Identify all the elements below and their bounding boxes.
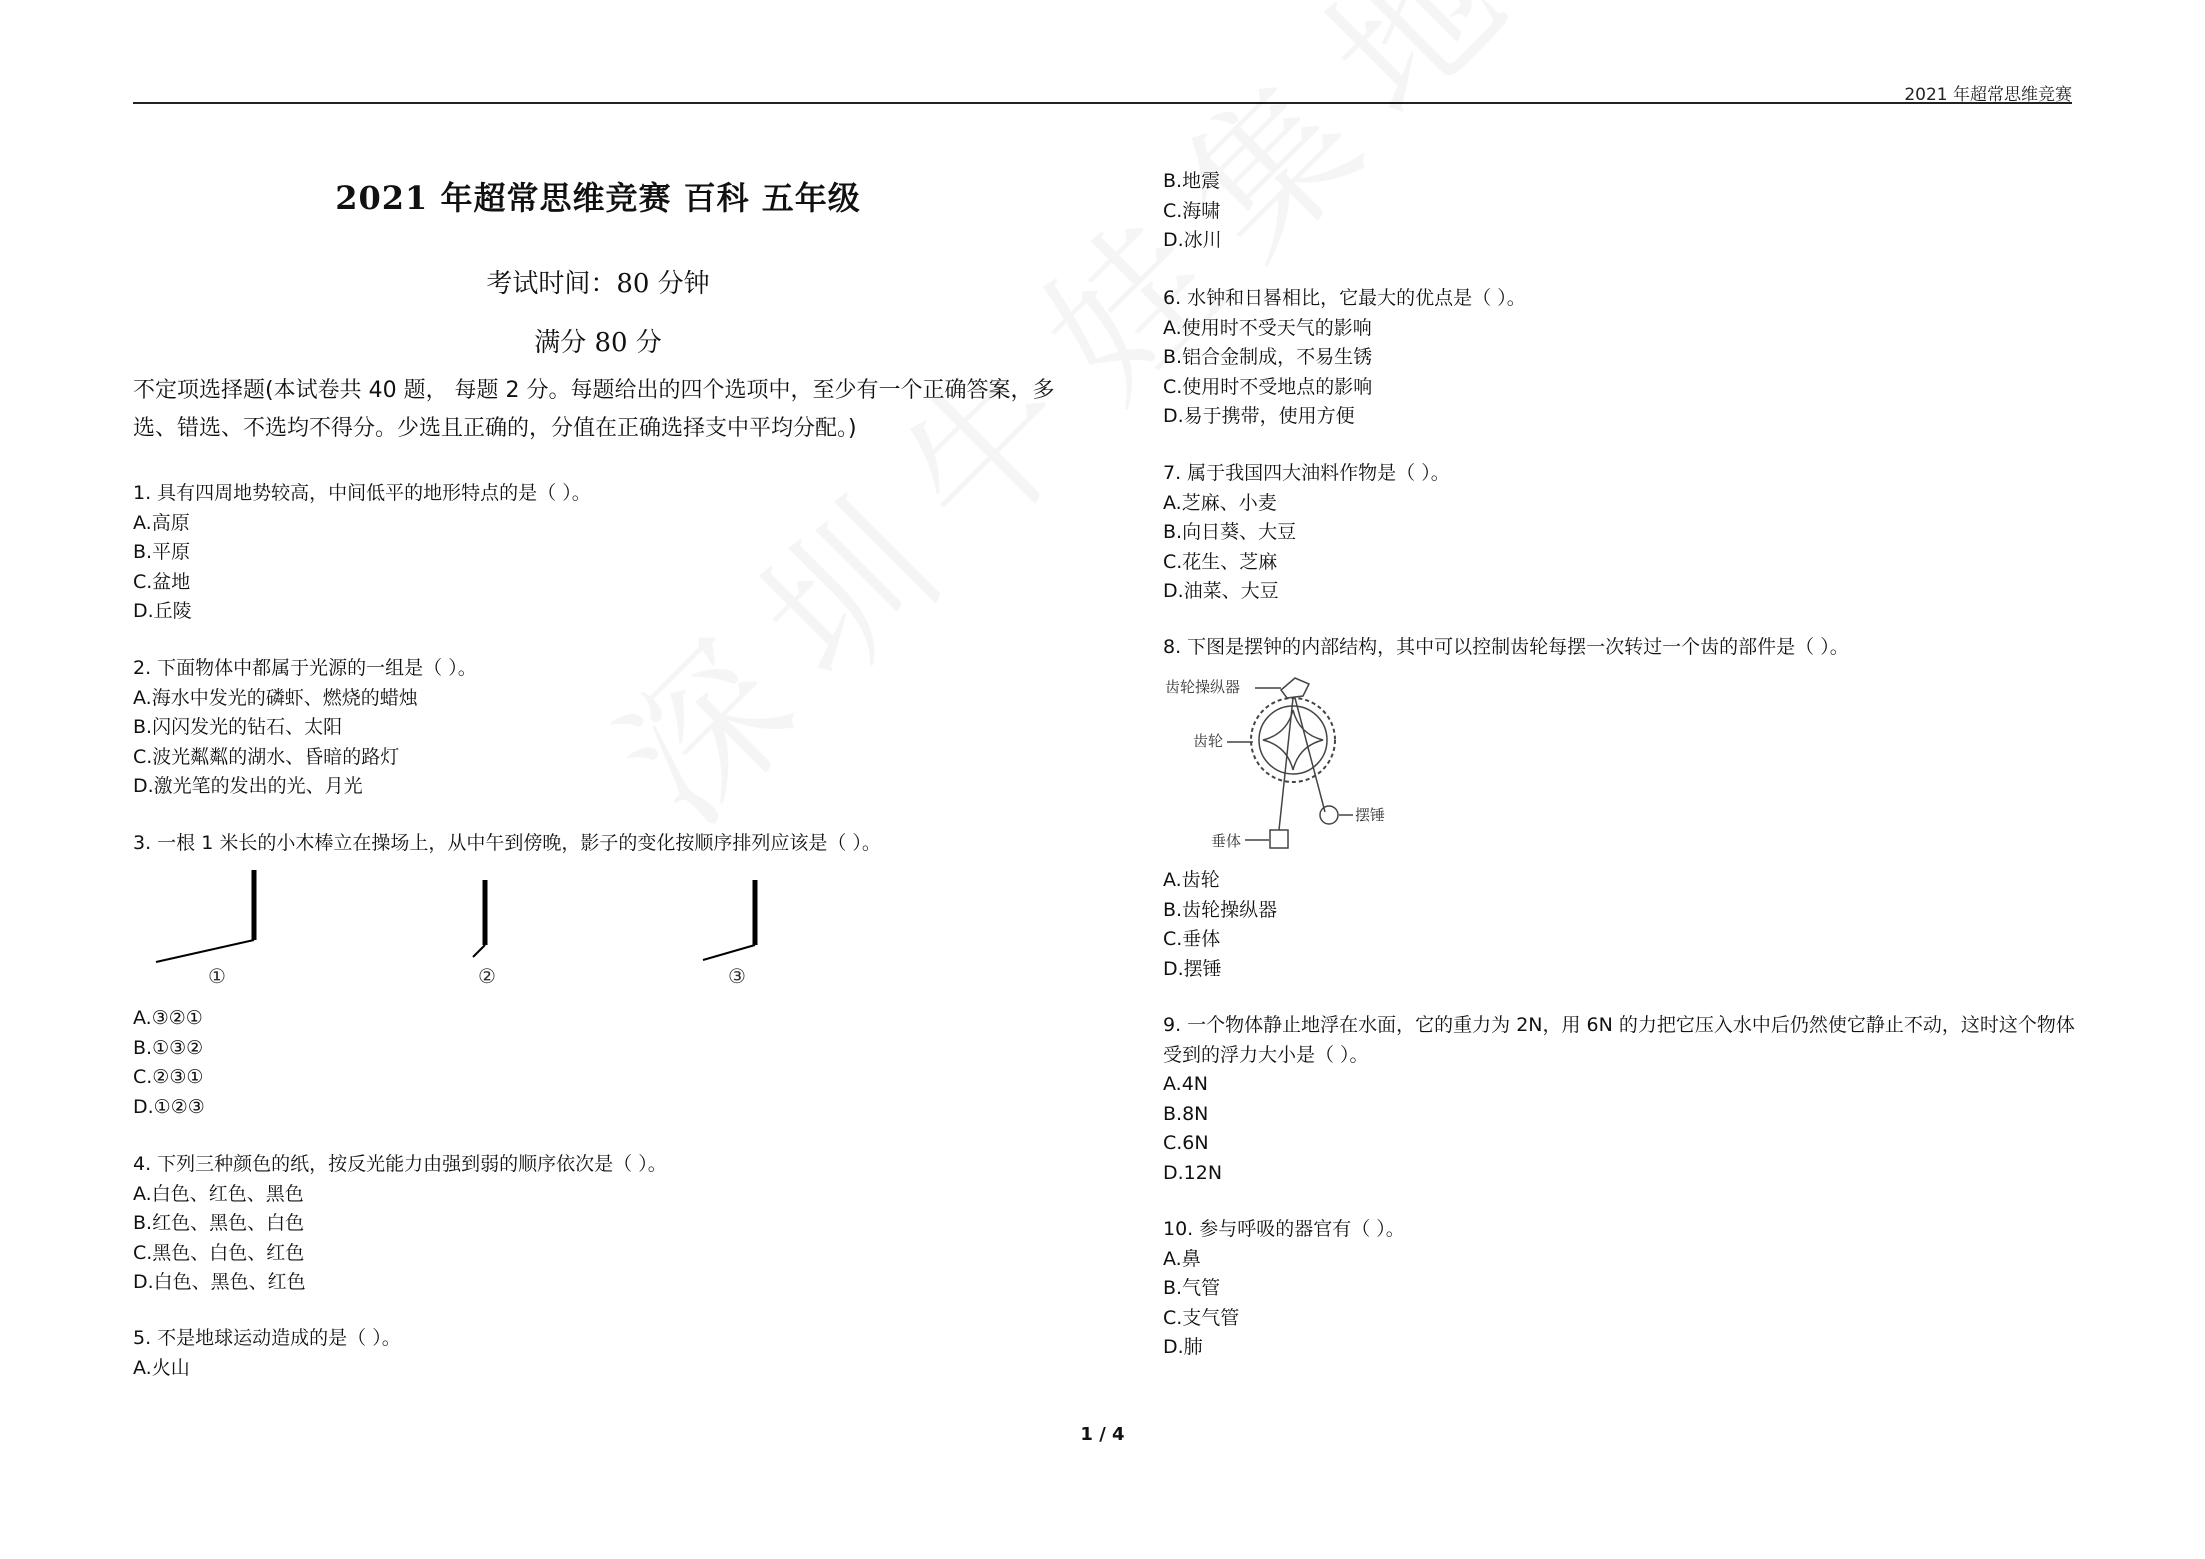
running-header: 2021 年超常思维竞赛 bbox=[1904, 85, 2072, 105]
label-weight: 垂体 bbox=[1211, 832, 1242, 850]
option-b: B.平原 bbox=[133, 541, 191, 563]
option-c: C.盆地 bbox=[133, 570, 191, 593]
exam-score: 满分 80 分 bbox=[534, 328, 662, 358]
option-c: C.海啸 bbox=[1163, 199, 1221, 222]
exam-title: 2021 年超常思维竞赛 百科 五年级 bbox=[335, 179, 861, 217]
option-a: A.火山 bbox=[133, 1356, 190, 1379]
question-4 bbox=[133, 1150, 1063, 1298]
option-d: D.激光笔的发出的光、月光 bbox=[133, 775, 363, 797]
option-c: C.波光粼粼的湖水、昏暗的路灯 bbox=[133, 745, 400, 768]
question-2 bbox=[133, 654, 1063, 802]
option-a: A.鼻 bbox=[1163, 1247, 1201, 1270]
option-a: A.海水中发光的磷虾、燃烧的蜡烛 bbox=[133, 686, 418, 709]
option-a: A.使用时不受天气的影响 bbox=[1163, 316, 1372, 339]
question-stem: 1. 具有四周地势较高，中间低平的地形特点的是（ ）。 bbox=[133, 482, 591, 504]
header-rule bbox=[133, 102, 2072, 104]
question-6 bbox=[1163, 284, 2093, 432]
page-number: 1 / 4 bbox=[1080, 1424, 1125, 1445]
weight-icon bbox=[1245, 830, 1288, 848]
label-pendulum-bob: 摆锤 bbox=[1355, 806, 1386, 824]
option-b: B.向日葵、大豆 bbox=[1163, 521, 1297, 543]
option-d: D.12N bbox=[1163, 1161, 1223, 1184]
pendulum-clock-figure bbox=[1163, 670, 1423, 860]
option-d: D.易于携带，使用方便 bbox=[1163, 405, 1355, 427]
option-b: B.红色、黑色、白色 bbox=[133, 1212, 305, 1234]
pendulum-bob-icon bbox=[1320, 806, 1353, 824]
option-b: B.8N bbox=[1163, 1102, 1209, 1125]
question-10 bbox=[1163, 1215, 2093, 1363]
figure-label-1: ① bbox=[208, 964, 226, 988]
option-a: A.齿轮 bbox=[1163, 869, 1220, 891]
question-stem: 10. 参与呼吸的器官有（ ）。 bbox=[1163, 1218, 1405, 1240]
option-d: D.丘陵 bbox=[133, 600, 192, 622]
option-c: C.垂体 bbox=[1163, 928, 1221, 950]
option-d: D.冰川 bbox=[1163, 229, 1222, 251]
stick-shadow-1 bbox=[156, 870, 254, 962]
option-c: C.黑色、白色、红色 bbox=[133, 1241, 305, 1264]
option-d: D.白色、黑色、红色 bbox=[133, 1271, 306, 1293]
stick-shadow-3 bbox=[703, 880, 755, 960]
option-c: C.支气管 bbox=[1163, 1306, 1240, 1329]
option-a: A.③②① bbox=[133, 1007, 203, 1029]
question-8 bbox=[1163, 633, 2093, 663]
question-stem: 2. 下面物体中都属于光源的一组是（ ）。 bbox=[133, 657, 477, 679]
exam-instructions: 不定项选择题(本试卷共 40 题， 每题 2 分。每题给出的四个选项中，至少有一个正确答案，多选、错选、不选均不得分。少选且正确的，分值在正确选择支中平均分配。) bbox=[133, 378, 1055, 441]
figure-label-3: ③ bbox=[728, 964, 746, 988]
question-7 bbox=[1163, 459, 2093, 607]
question-5-continued bbox=[1163, 167, 2093, 256]
question-stem: 9. 一个物体静止地浮在水面，它的重力为 2N，用 6N 的力把它压入水中后仍然使它静止不动，这时这个物体受到的浮力大小是（ ）。 bbox=[1163, 1014, 2075, 1066]
option-a: A.芝麻、小麦 bbox=[1163, 491, 1277, 514]
option-c: C.②③① bbox=[133, 1066, 204, 1088]
question-stem: 7. 属于我国四大油料作物是（ ）。 bbox=[1163, 462, 1450, 484]
option-b: B.齿轮操纵器 bbox=[1163, 898, 1278, 921]
question-stem: 4. 下列三种颜色的纸，按反光能力由强到弱的顺序依次是（ ）。 bbox=[133, 1153, 667, 1175]
question-9 bbox=[1163, 1011, 2093, 1188]
question-1 bbox=[133, 479, 1063, 627]
option-a: A.高原 bbox=[133, 511, 190, 534]
label-gear: 齿轮 bbox=[1193, 732, 1224, 750]
question-3 bbox=[133, 829, 1063, 859]
label-gear-controller: 齿轮操纵器 bbox=[1165, 678, 1241, 696]
question-stem: 3. 一根 1 米长的小木棒立在操场上，从中午到傍晚，影子的变化按顺序排列应该是（ ）。 bbox=[133, 832, 881, 854]
option-d: D.肺 bbox=[1163, 1336, 1203, 1358]
option-c: C.6N bbox=[1163, 1132, 1209, 1154]
option-d: D.①②③ bbox=[133, 1095, 205, 1118]
option-a: A.4N bbox=[1163, 1073, 1209, 1095]
gear-icon bbox=[1251, 698, 1335, 782]
question-5 bbox=[133, 1324, 1063, 1383]
option-b: B.气管 bbox=[1163, 1277, 1221, 1299]
question-stem: 5. 不是地球运动造成的是（ ）。 bbox=[133, 1327, 401, 1349]
question-stem: 6. 水钟和日晷相比，它最大的优点是（ ）。 bbox=[1163, 287, 1526, 309]
option-b: B.闪闪发光的钻石、太阳 bbox=[133, 716, 343, 738]
option-c: C.使用时不受地点的影响 bbox=[1163, 375, 1373, 398]
option-d: D.摆锤 bbox=[1163, 957, 1222, 980]
question-3-options bbox=[133, 1004, 1063, 1122]
stick-shadow-figure bbox=[150, 865, 790, 995]
option-b: B.①③② bbox=[133, 1036, 204, 1059]
stick-shadow-2 bbox=[473, 880, 485, 957]
exam-time: 考试时间：80 分钟 bbox=[486, 269, 710, 299]
option-c: C.花生、芝麻 bbox=[1163, 550, 1278, 573]
question-8-options bbox=[1163, 866, 2093, 984]
question-stem: 8. 下图是摆钟的内部结构，其中可以控制齿轮每摆一次转过一个齿的部件是（ ）。 bbox=[1163, 636, 1849, 658]
option-b: B.铝合金制成，不易生锈 bbox=[1163, 346, 1373, 368]
figure-label-2: ② bbox=[478, 964, 496, 988]
option-b: B.地震 bbox=[1163, 170, 1221, 192]
option-d: D.油菜、大豆 bbox=[1163, 580, 1279, 602]
option-a: A.白色、红色、黑色 bbox=[133, 1182, 304, 1205]
